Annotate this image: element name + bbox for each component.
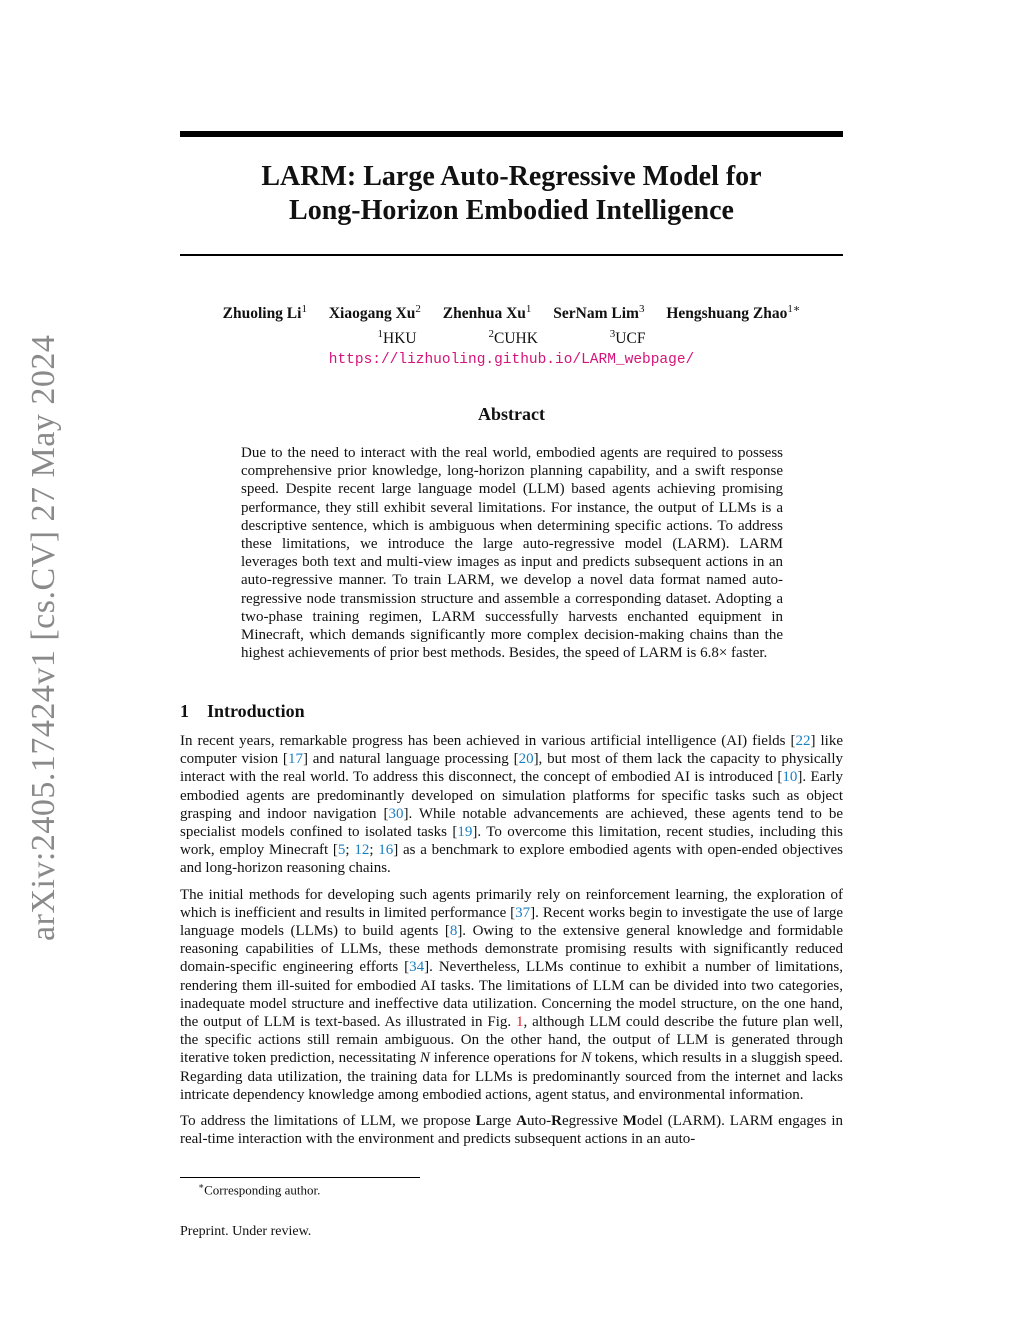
citation-link[interactable]: 8: [449, 923, 458, 940]
affiliation-list: [180, 324, 843, 349]
arxiv-identifier-stamp: arXiv:2405.17424v1 [cs.CV] 27 May 2024: [25, 334, 62, 941]
paragraph: To address the limitations of LLM, we propose Large Auto-Regressive Model (LARM). LARM engages in real-time interaction with the environment and predicts subsequent actions in an auto-: [180, 1113, 844, 1148]
author: Hengshuang Zhao$^{1∗}$: [666, 303, 801, 323]
title-line-2: Long-Horizon Embodied Intelligence: [289, 195, 734, 226]
abstract-text: Due to the need to interact with the real world, embodied agents are required to possess comprehensive prior knowledge, long-horizon planning capability, and a swift response speed. Despite recent large language model (LLM) based agents achieving promising performance, they still exhibit several limitations. For instance, the output of LLMs is a descriptive sentence, which is ambiguous when determining specific actions. To address these limitations, we introduce the large auto-regressive model (LARM). LARM leverages both text and multi-view images as input and predicts subsequent actions in an auto-regressive manner. To train LARM, we develop a novel data format named auto-regressive node transmission structure and assemble a corresponding dataset. Adopting a two-phase training regimen, LARM successfully harvests enchanted equipment in Minecraft, which demands significantly more complex decision-making chains than the highest achievements of prior best methods. Besides, the speed of LARM is 6.8× faster.: [241, 445, 783, 662]
citation-link[interactable]: 19: [457, 824, 473, 841]
footnote-rule: [180, 1177, 420, 1178]
affiliation: $^1$HKU: [377, 328, 417, 348]
math-variable: N: [419, 1050, 430, 1067]
author: Zhuoling Li$^1$: [222, 303, 307, 323]
author-block: [180, 299, 843, 370]
section-number: 1: [180, 701, 189, 721]
affiliation: $^3$UCF: [609, 328, 646, 348]
author-list: [180, 299, 843, 324]
section-title: Introduction: [207, 701, 305, 721]
preprint-note: Preprint. Under review.: [180, 1224, 312, 1239]
section-heading: [180, 701, 305, 722]
author: SerNam Lim$^3$: [553, 303, 645, 323]
author: Xiaogang Xu$^2$: [328, 303, 421, 323]
citation-link[interactable]: 12: [354, 842, 370, 859]
citation-link[interactable]: 37: [515, 904, 531, 921]
citation-link[interactable]: 10: [782, 769, 798, 786]
project-url-link[interactable]: https://lizhuoling.github.io/LARM_webpage/: [328, 352, 695, 369]
citation-link[interactable]: 17: [287, 751, 303, 768]
math-variable: N: [581, 1050, 592, 1067]
author: Zhenhua Xu$^1$: [442, 303, 532, 323]
title-bottom-rule: [180, 254, 843, 256]
footnote: [198, 1181, 320, 1198]
figure-reference-link[interactable]: 1: [515, 1014, 524, 1031]
abstract-heading: Abstract: [478, 404, 545, 424]
paragraph: In recent years, remarkable progress has been achieved in various artificial intelligence (AI) fields [22] like computer vision [17] and natural language processing [20], but most of them lack the capacity to physically interact with the real world. To address this disconnect, the concept of embodied AI is introduced [10]. Early embodied agents are predominantly developed on simulation platforms for specific tasks such as object grasping and indoor navigation [30]. While notable advancements are achieved, these agents tend to be specialist models confined to isolated tasks [19]. To overcome this limitation, recent studies, including this work, employ Minecraft [5; 12; 16] as a benchmark to explore embodied agents with open-ended objectives and long-horizon reasoning chains.: [180, 733, 844, 877]
citation-link[interactable]: 16: [378, 842, 394, 859]
footnote-mark: ∗: [198, 1181, 205, 1191]
citation-link[interactable]: 20: [518, 751, 534, 768]
title-line-1: LARM: Large Auto-Regressive Model for: [261, 161, 762, 192]
footnote-text: Corresponding author.: [204, 1182, 321, 1198]
citation-link[interactable]: 30: [388, 805, 404, 822]
citation-link[interactable]: 34: [409, 959, 425, 976]
paper-title: [180, 160, 843, 228]
paragraph: The initial methods for developing such agents primarily rely on reinforcement learning, the exploration of which is inefficient and results in limited performance [37]. Recent works begin to investigate the use of large language models (LLMs) to build agents [8]. Owing to the extensive general knowledge and formidable reasoning capabilities of LLMs, these methods demonstrate promising results with significantly reduced domain-specific engineering efforts [34]. Nevertheless, LLMs continue to exhibit a number of limitations, rendering them ill-suited for embodied AI tasks. The limitations of LLM can be divided into two categories, inadequate model structure and ineffective data utilization. Concerning the model structure, on the one hand, the output of LLM is text-based. As illustrated in Fig. 1, although LLM could describe the future plan well, the specific actions still remain ambiguous. On the other hand, the output of LLM is generated through iterative token prediction, necessitating N inference operations for N tokens, which results in a sluggish speed. Regarding data utilization, the training data for LLMs is predominantly sourced from the internet and lacks intricate dependency knowledge among embodied actions, agent status, and environmental information.: [180, 886, 844, 1103]
citation-link[interactable]: 5: [337, 842, 346, 859]
project-url-line: [180, 349, 843, 370]
affiliation: $^2$CUHK: [488, 328, 538, 348]
introduction-body: [180, 732, 843, 1156]
citation-link[interactable]: 22: [795, 733, 811, 749]
title-top-rule: [180, 131, 843, 137]
